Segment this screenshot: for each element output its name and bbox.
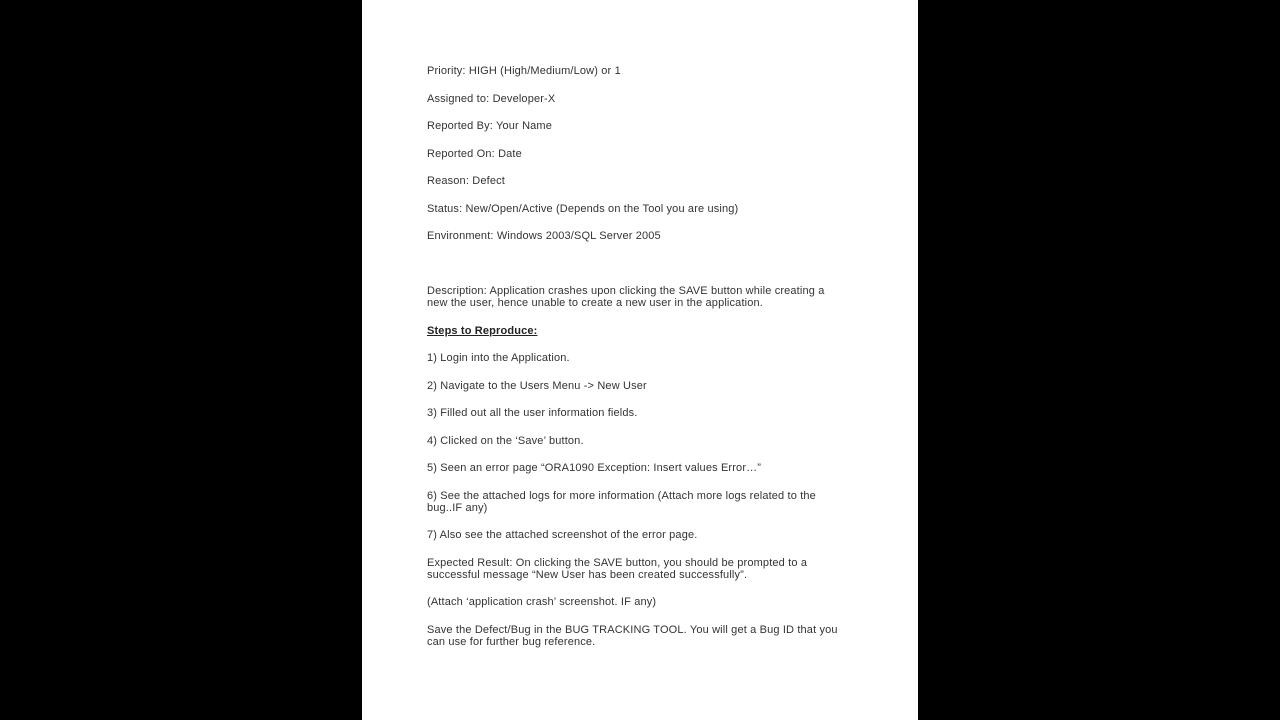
priority-value: HIGH (High/Medium/Low) or 1 xyxy=(468,65,621,77)
steps-heading: Steps to Reproduce: xyxy=(427,324,538,337)
step-7: 7) Also see the attached screenshot of the error page. xyxy=(427,529,698,541)
environment-label: Environment: xyxy=(427,230,494,242)
reported-on-field xyxy=(427,148,847,160)
reported-by-label: Reported By: xyxy=(427,120,494,132)
bug-report-content xyxy=(427,65,847,663)
priority-label: Priority: xyxy=(427,65,466,77)
description-paragraph xyxy=(427,285,847,309)
step-3: 3) Filled out all the user information fields. xyxy=(427,407,638,419)
step-2: 2) Navigate to the Users Menu -> New User xyxy=(427,379,647,392)
priority-field xyxy=(427,65,847,77)
expected-result-label: Expected Result: xyxy=(427,556,513,569)
step-4: 4) Clicked on the ‘Save’ button. xyxy=(427,434,584,447)
description-text: Application crashes upon clicking the SAVE button while creating a new the user, hence unable to create a new user in the application. xyxy=(427,285,825,309)
environment-field xyxy=(427,230,847,242)
environment-value: Windows 2003/SQL Server 2005 xyxy=(496,230,661,242)
reported-by-field xyxy=(427,120,847,132)
status-label: Status: xyxy=(427,202,463,215)
assigned-to-label: Assigned to: xyxy=(427,92,490,105)
expected-result-paragraph xyxy=(427,557,847,581)
reason-value: Defect xyxy=(472,175,505,187)
description-label: Description: xyxy=(427,285,487,297)
closing-note: Save the Defect/Bug in the BUG TRACKING TOOL. You will get a Bug ID that you can use for further bug reference. xyxy=(427,623,838,648)
step-5: 5) Seen an error page “ORA1090 Exception: Insert values Error…” xyxy=(427,462,762,474)
document-page xyxy=(362,0,918,720)
step-6: 6) See the attached logs for more information (Attach more logs related to the bug..IF any) xyxy=(427,489,816,514)
expected-result-text: On clicking the SAVE button, you should be prompted to a successful message “New User has been created successfully”. xyxy=(427,556,808,581)
reason-label: Reason: xyxy=(427,175,470,187)
reported-on-label: Reported On: xyxy=(427,147,495,160)
reported-by-value: Your Name xyxy=(496,120,553,132)
assigned-to-value: Developer-X xyxy=(492,92,556,105)
step-1: 1) Login into the Application. xyxy=(427,352,570,364)
blank-spacer xyxy=(427,258,847,286)
status-value: New/Open/Active (Depends on the Tool you are using) xyxy=(465,202,739,215)
status-field xyxy=(427,203,847,215)
reason-field xyxy=(427,175,847,187)
assigned-to-field xyxy=(427,93,847,105)
attach-note: (Attach ‘application crash’ screenshot. IF any) xyxy=(427,596,657,608)
reported-on-value: Date xyxy=(498,147,522,160)
